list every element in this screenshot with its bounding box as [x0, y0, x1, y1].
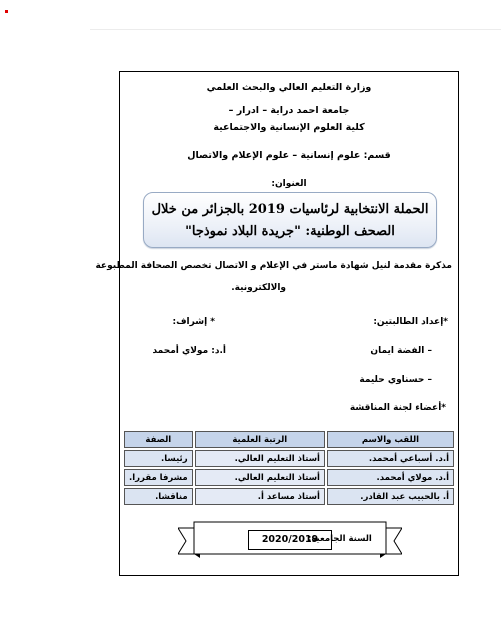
memo-line-1: مذكرة مقدمة لنيل شهادة ماستر في الإعلام و الاتصال تخصص الصحافة المطبوعة	[95, 261, 452, 271]
member-rank: أستاذ مساعد أ.	[195, 488, 325, 505]
students-label: *إعداد الطالبتين:	[373, 317, 448, 327]
column-header-role: الصفة	[124, 431, 193, 448]
title-label: العنوان:	[271, 179, 307, 189]
committee-table	[122, 429, 456, 507]
member-role: رئيسا.	[124, 450, 193, 467]
academic-year-value: 2020/2019	[248, 530, 332, 550]
ministry-name: وزارة التعليم العالي والبحث العلمي	[206, 82, 372, 93]
department-name: قسم: علوم إنسانية – علوم الإعلام والاتصال	[187, 150, 391, 161]
member-name: أ.د. أسباعي أمحمد.	[327, 450, 454, 467]
member-rank: أستاذ التعليم العالي.	[195, 469, 325, 486]
supervision-label: * إشراف:	[172, 317, 215, 327]
member-name: أ.د. مولاي أمحمد.	[327, 469, 454, 486]
thesis-title-line-2: الصحف الوطنية: "جريدة البلاد نموذجا"	[185, 224, 395, 239]
top-rule	[90, 29, 501, 30]
thesis-title-line-1: الحملة الانتخابية لرئاسيات 2019 بالجزائر من خلال	[151, 202, 429, 217]
red-dot-mark	[5, 10, 8, 13]
table-row	[124, 488, 454, 505]
member-rank: أستاذ التعليم العالي.	[195, 450, 325, 467]
memo-line-2: والالكترونية.	[231, 283, 286, 293]
member-name: أ. بالحبيب عبد القادر.	[327, 488, 454, 505]
faculty-name: كلية العلوم الإنسانية والاجتماعية	[213, 122, 365, 133]
supervisor-name: أ.د: مولاي أمحمد	[152, 346, 226, 356]
student-name-1: – الفضة ايمان	[370, 346, 432, 356]
table-row	[124, 450, 454, 467]
column-header-rank: الرتبة العلمية	[195, 431, 325, 448]
member-role: مشرفا مقررا.	[124, 469, 193, 486]
student-name-2: – حسناوي حليمة	[359, 375, 432, 385]
university-name: جامعة احمد دراية – ادرار –	[228, 105, 350, 116]
table-row	[124, 469, 454, 486]
cover-page-frame	[95, 71, 459, 576]
member-role: مناقشا.	[124, 488, 193, 505]
committee-label: *أعضاء لجنة المناقشة	[349, 403, 446, 413]
academic-year-label: السنة الجامعية:	[308, 534, 372, 544]
thesis-title-box	[143, 192, 437, 248]
column-header-name: اللقب والاسم	[327, 431, 454, 448]
committee-table-header-row	[124, 431, 454, 448]
